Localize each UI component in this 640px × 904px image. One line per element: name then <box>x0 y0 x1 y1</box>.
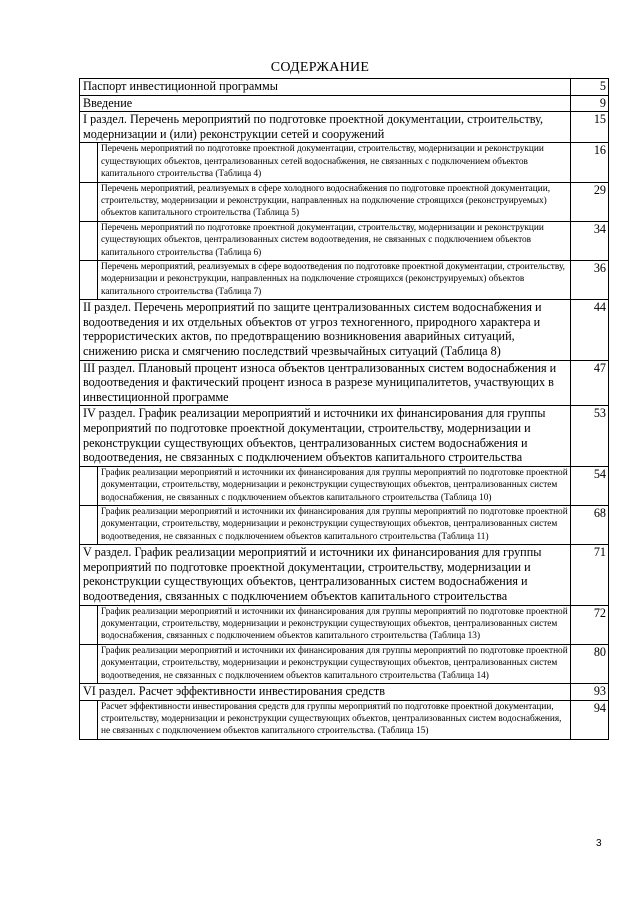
toc-entry-page: 29 <box>571 182 609 221</box>
toc-subsection-row <box>80 261 609 300</box>
toc-entry-page: 94 <box>571 700 609 739</box>
toc-entry-page: 9 <box>571 95 609 112</box>
toc-section-row <box>80 112 609 143</box>
toc-entry-page: 54 <box>571 466 609 505</box>
toc-entry-text: I раздел. Перечень мероприятий по подготовке проектной документации, строительству, модернизации и (или) реконструкции сетей и сооружений <box>80 112 571 143</box>
toc-section-row <box>80 360 609 406</box>
toc-section-row <box>80 545 609 605</box>
toc-entry-text: Перечень мероприятий по подготовке проектной документации, строительству, модернизации и реконструкции существующих объектов, централизованных систем водоотведения, не связанных с подключением объектов капитального строительства (Таблица 6) <box>98 221 571 260</box>
toc-indent-cell <box>80 644 98 683</box>
toc-indent-cell <box>80 466 98 505</box>
toc-title: СОДЕРЖАНИЕ <box>270 60 370 75</box>
toc-indent-cell <box>80 221 98 260</box>
toc-entry-page: 93 <box>571 684 609 701</box>
toc-subsection-row <box>80 700 609 739</box>
toc-indent-cell <box>80 506 98 545</box>
toc-subsection-row <box>80 506 609 545</box>
toc-subsection-row <box>80 605 609 644</box>
toc-entry-page: 16 <box>571 143 609 182</box>
toc-entry-page: 71 <box>571 545 609 605</box>
toc-entry-page: 68 <box>571 506 609 545</box>
toc-indent-cell <box>80 143 98 182</box>
toc-table <box>79 78 609 740</box>
toc-section-row <box>80 95 609 112</box>
toc-entry-text: График реализации мероприятий и источники их финансирования для группы мероприятий по подготовке проектной документации, строительству, модернизации и реконструкции существующих объектов, централизованных систем водоснабжения, не связанных с подключением объектов капитального строительства (Таблица 10) <box>98 466 571 505</box>
toc-entry-page: 5 <box>571 79 609 96</box>
toc-section-row <box>80 406 609 466</box>
toc-indent-cell <box>80 182 98 221</box>
toc-entry-page: 15 <box>571 112 609 143</box>
toc-section-row <box>80 300 609 360</box>
toc-subsection-row <box>80 182 609 221</box>
toc-entry-page: 72 <box>571 605 609 644</box>
toc-entry-page: 80 <box>571 644 609 683</box>
toc-subsection-row <box>80 221 609 260</box>
toc-entry-text: V раздел. График реализации мероприятий и источники их финансирования для группы мероприятий по подготовке проектной документации, строительству, модернизации и реконструкции существующих объектов, централизованных систем водоснабжения и водоотведения, связанных с подключением объектов капитального строительства <box>80 545 571 605</box>
toc-entry-text: График реализации мероприятий и источники их финансирования для группы мероприятий по подготовке проектной документации, строительству, модернизации и реконструкции существующих объектов, централизованных систем водоотведения, не связанных с подключением объектов капитального строительства (Таблица 11) <box>98 506 571 545</box>
toc-entry-text: Перечень мероприятий, реализуемых в сфере холодного водоснабжения по подготовке проектной документации, строительству, модернизации и реконструкции, направленных на подключение строящихся (реконструируемых) объектов капитального строительства (Таблица 5) <box>98 182 571 221</box>
toc-entry-page: 47 <box>571 360 609 406</box>
toc-entry-text: IV раздел. График реализации мероприятий и источники их финансирования для группы мероприятий по подготовке проектной документации, строительству, модернизации и реконструкции существующих объектов, централизованных систем водоснабжения и водоотведения, не связанных с подключением объектов капитального строительства <box>80 406 571 466</box>
page-number: 3 <box>596 838 602 849</box>
toc-entry-text: III раздел. Плановый процент износа объектов централизованных систем водоснабжения и водоотведения и фактический процент износа в разрезе муниципалитетов, участвующих в инвестиционной программе <box>80 360 571 406</box>
toc-entry-text: Перечень мероприятий, реализуемых в сфере водоотведения по подготовке проектной документации, строительству, модернизации и реконструкции, направленных на подключение строящихся (реконструируемых) объектов капитального строительства (Таблица 7) <box>98 261 571 300</box>
toc-subsection-row <box>80 466 609 505</box>
toc-subsection-row <box>80 644 609 683</box>
toc-subsection-row <box>80 143 609 182</box>
toc-section-row <box>80 79 609 96</box>
toc-entry-text: VI раздел. Расчет эффективности инвестирования средств <box>80 684 571 701</box>
toc-section-row <box>80 684 609 701</box>
toc-entry-text: График реализации мероприятий и источники их финансирования для группы мероприятий по подготовке проектной документации, строительству, модернизации и реконструкции существующих объектов, централизованных систем водоснабжения, связанных с подключением объектов капитального строительства (Таблица 13) <box>98 605 571 644</box>
toc-entry-text: График реализации мероприятий и источники их финансирования для группы мероприятий по подготовке проектной документации, строительству, модернизации и реконструкции существующих объектов, централизованных систем водоотведения, не связанных с подключением объектов капитального строительства (Таблица 14) <box>98 644 571 683</box>
toc-entry-text: Расчет эффективности инвестирования средств для группы мероприятий по подготовке проектной документации, строительству, модернизации и реконструкции существующих объектов, централизованных систем водоснабжения, не связанных с подключением объектов капитального строительства. (Таблица 15) <box>98 700 571 739</box>
toc-entry-text: Паспорт инвестиционной программы <box>80 79 571 96</box>
toc-entry-text: Введение <box>80 95 571 112</box>
toc-indent-cell <box>80 700 98 739</box>
toc-entry-text: Перечень мероприятий по подготовке проектной документации, строительству, модернизации и реконструкции существующих объектов, централизованных сетей водоснабжения, не связанных с подключением объектов капитального строительства (Таблица 4) <box>98 143 571 182</box>
toc-entry-page: 44 <box>571 300 609 360</box>
toc-entry-text: II раздел. Перечень мероприятий по защите централизованных систем водоснабжения и водоотведения и их отдельных объектов от угроз техногенного, природного характера и террористических актов, по предотвращению возникновения аварийных ситуаций, снижению риска и смягчению последствий чрезвычайных ситуаций (Таблица 8) <box>80 300 571 360</box>
toc-entry-page: 53 <box>571 406 609 466</box>
toc-indent-cell <box>80 605 98 644</box>
toc-entry-page: 34 <box>571 221 609 260</box>
toc-indent-cell <box>80 261 98 300</box>
toc-entry-page: 36 <box>571 261 609 300</box>
